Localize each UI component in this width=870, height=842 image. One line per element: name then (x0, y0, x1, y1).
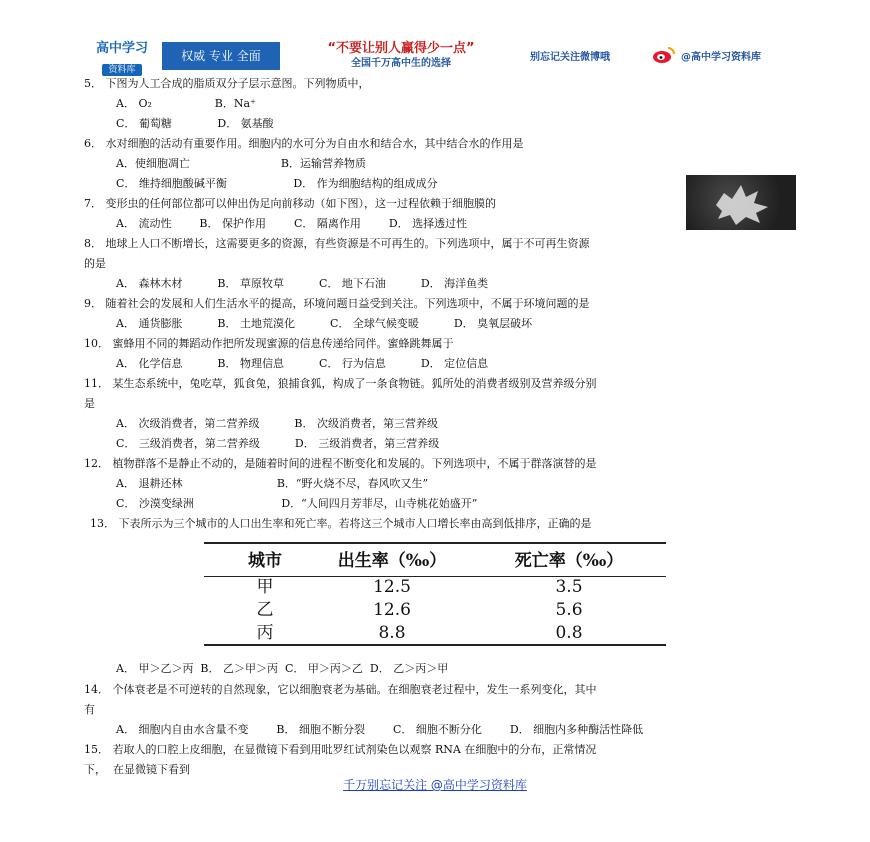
question-6-stem: 6． 水对细胞的活动有重要作用。细胞内的水可分为自由水和结合水，其中结合水的作用是 (84, 137, 524, 150)
table-header-birth-rate: 出生率（‰） (337, 551, 447, 571)
question-11-stem-cont: 是 (84, 397, 95, 410)
table-cell: 乙 (256, 600, 274, 620)
question-11-options-ab: A． 次级消费者，第二营养级 B． 次级消费者，第三营养级 (116, 417, 438, 430)
motto (290, 40, 512, 71)
table-cell: 丙 (256, 623, 274, 643)
motto-main: “不要让别人赢得少一点” (327, 41, 475, 56)
question-8-stem: 8． 地球上人口不断增长，这需要更多的资源，有些资源是不可再生的。下列选项中，属于不可再生资源 (84, 237, 590, 250)
weibo-handle[interactable]: @高中学习资料库 (681, 52, 761, 63)
table-cell: 0.8 (555, 623, 583, 643)
table-cell: 8.8 (378, 623, 406, 643)
question-8-stem-cont: 的是 (84, 257, 106, 270)
question-7-options: A． 流动性 B． 保护作用 C． 隔离作用 D． 选择透过性 (116, 217, 468, 230)
question-7-stem: 7． 变形虫的任何部位都可以伸出伪足向前移动（如下图），这一过程依赖于细胞膜的 (84, 197, 496, 210)
weibo-icon[interactable] (651, 44, 677, 64)
amoeba-photo (686, 175, 796, 230)
question-11-stem: 11． 某生态系统中，兔吃草，狐食兔，狼捕食狐，构成了一条食物链。狐所处的消费者级别及营养级分别 (84, 377, 597, 390)
slogan-box: 权威 专业 全面 (162, 42, 280, 70)
question-14-stem-cont: 有 (84, 703, 95, 716)
table-cell: 12.6 (373, 600, 411, 620)
question-13-stem: 13． 下表所示为三个城市的人口出生率和死亡率。若将这三个城市人口增长率由高到低排序，正确的是 (90, 517, 592, 530)
question-9-stem: 9． 随着社会的发展和人们生活水平的提高，环境问题日益受到关注。下列选项中，不属于环境问题的是 (84, 297, 590, 310)
question-15-stem: 15． 若取人的口腔上皮细胞，在显微镜下看到用吡罗红试剂染色以观察 RNA 在细胞中的分布，正常情况 (84, 743, 597, 756)
question-10-stem: 10． 蜜蜂用不同的舞蹈动作把所发现蜜源的信息传递给同伴。蜜蜂跳舞属于 (84, 337, 454, 350)
population-table (204, 542, 666, 646)
question-14-options: A． 细胞内自由水含量不变 B． 细胞不断分裂 C． 细胞不断分化 D． 细胞内多种酶活性降低 (116, 723, 644, 736)
question-6-options-cd: C． 维持细胞酸碱平衡 D． 作为细胞结构的组成成分 (116, 177, 438, 190)
question-11-options-cd: C． 三级消费者，第二营养级 D． 三级消费者，第三营养级 (116, 437, 440, 450)
question-5-options-cd: C． 葡萄糖 D． 氨基酸 (116, 117, 274, 130)
question-12-options-ab: A． 退耕还林 B．“野火烧不尽，春风吹又生” (116, 477, 429, 490)
follow-text: 别忘记关注微博哦 (530, 52, 610, 63)
question-9-options: A． 通货膨胀 B． 土地荒漠化 C． 全球气候变暖 D． 臭氧层破坏 (116, 317, 533, 330)
table-cell: 12.5 (373, 577, 411, 597)
question-12-options-cd: C． 沙漠变绿洲 D．“人间四月芳菲尽，山寺桃花始盛开” (116, 497, 478, 510)
motto-sub: 全国千万高中生的选择 (351, 58, 451, 69)
logo-top-text: 高中学习 (95, 41, 148, 56)
table-header-death-rate: 死亡率（‰） (514, 551, 624, 571)
footer-link[interactable]: 千万别忘记关注 @高中学习资料库 (343, 778, 527, 792)
question-15-stem-cont: 下， 在显微镜下看到 (84, 763, 190, 776)
question-5-stem: 5． 下图为人工合成的脂质双分子层示意图。下列物质中， (84, 77, 370, 90)
table-cell: 甲 (256, 577, 274, 597)
question-5-options-ab: A． O₂ B．Na⁺ (116, 97, 256, 110)
question-8-options: A． 森林木材 B． 草原牧草 C． 地下石油 D． 海洋鱼类 (116, 277, 489, 290)
brand-logo[interactable] (84, 40, 160, 75)
logo-bottom-text: 资料库 (102, 64, 141, 76)
amoeba-shape (686, 175, 796, 230)
table-cell: 5.6 (555, 600, 583, 620)
question-10-options: A． 化学信息 B． 物理信息 C． 行为信息 D． 定位信息 (116, 357, 489, 370)
table-header-city: 城市 (248, 551, 282, 571)
question-13-options: A． 甲＞乙＞丙 B． 乙＞甲＞丙 C． 甲＞丙＞乙 D． 乙＞丙＞甲 (116, 662, 449, 675)
table-cell: 3.5 (555, 577, 583, 597)
header-banner (84, 40, 796, 75)
question-6-options-ab: A．使细胞凋亡 B．运输营养物质 (116, 157, 366, 170)
question-14-stem: 14． 个体衰老是不可逆转的自然现象，它以细胞衰老为基础。在细胞衰老过程中，发生一系列变化，其中 (84, 683, 597, 696)
question-12-stem: 12． 植物群落不是静止不动的，是随着时间的进程不断变化和发展的。下列选项中，不属于群落演替的是 (84, 457, 597, 470)
